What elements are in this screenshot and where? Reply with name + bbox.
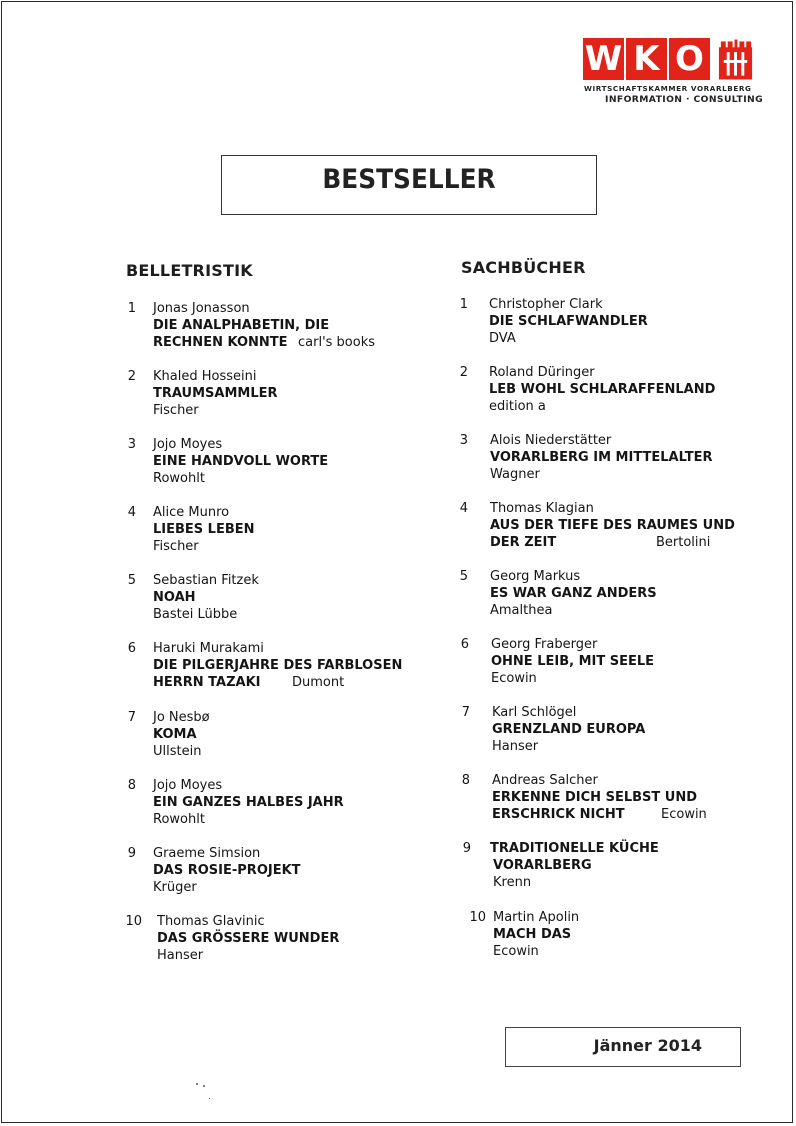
book-title: GRENZLAND EUROPA xyxy=(492,722,646,737)
book-title: RECHNEN KONNTE xyxy=(153,335,288,350)
publisher: Bertolini xyxy=(656,535,711,550)
publisher: Ullstein xyxy=(153,744,202,759)
publisher: Ecowin xyxy=(491,671,537,686)
author: Jo Nesbø xyxy=(153,710,210,725)
author: Graeme Simsion xyxy=(153,846,261,861)
date-box xyxy=(505,1027,741,1067)
rank-number: 7 xyxy=(127,710,136,725)
publisher: Ecowin xyxy=(493,944,539,959)
author: Thomas Klagian xyxy=(490,501,594,516)
publisher: Fischer xyxy=(153,539,199,554)
rank-number: 2 xyxy=(127,369,136,384)
book-title: TRAUMSAMMLER xyxy=(153,386,278,401)
logo-tagline-chamber: WIRTSCHAFTSKAMMER VORARLBERG xyxy=(584,84,752,93)
author: Martin Apolin xyxy=(493,910,580,925)
book-title: LIEBES LEBEN xyxy=(153,522,255,537)
rank-number: 3 xyxy=(127,437,136,452)
book-title: ES WAR GANZ ANDERS xyxy=(490,586,657,601)
book-title: MACH DAS xyxy=(493,927,572,942)
author: Khaled Hosseini xyxy=(153,369,257,384)
book-title: EINE HANDVOLL WORTE xyxy=(153,454,329,469)
rank-number: 4 xyxy=(459,501,468,516)
book-title: DAS GRÖSSERE WUNDER xyxy=(157,931,340,946)
publisher: Amalthea xyxy=(490,603,553,618)
heading-sachbuecher: SACHBÜCHER xyxy=(461,258,586,277)
logo-letter-o: O xyxy=(669,38,710,80)
author: Georg Markus xyxy=(490,569,581,584)
author: Thomas Glavinic xyxy=(157,914,265,929)
scan-speck xyxy=(209,1098,210,1099)
book-title: EIN GANZES HALBES JAHR xyxy=(153,795,344,810)
publisher: Krüger xyxy=(153,880,197,895)
publisher: Dumont xyxy=(292,675,345,690)
author: Georg Fraberger xyxy=(491,637,598,652)
coat-of-arms-icon xyxy=(716,38,755,80)
publisher: carl's books xyxy=(298,335,376,350)
book-title: DIE SCHLAFWANDLER xyxy=(489,314,648,329)
logo-letter-w: W xyxy=(584,39,623,79)
issue-date: Jänner 2014 xyxy=(593,1036,702,1055)
publisher: DVA xyxy=(489,331,516,346)
book-title: ERKENNE DICH SELBST UND xyxy=(492,790,698,805)
rank-number: 6 xyxy=(127,641,136,656)
title-box xyxy=(221,155,597,215)
author: Jojo Moyes xyxy=(153,437,223,452)
author: Christopher Clark xyxy=(489,297,603,312)
book-title: NOAH xyxy=(153,590,196,605)
author: Alois Niederstätter xyxy=(490,433,612,448)
book-title: DAS ROSIE-PROJEKT xyxy=(153,863,301,878)
rank-number: 10 xyxy=(125,914,142,929)
author: Andreas Salcher xyxy=(492,773,598,788)
book-title: AUS DER TIEFE DES RAUMES UND xyxy=(490,518,735,533)
book-title: VORARLBERG xyxy=(493,858,592,873)
rank-number: 6 xyxy=(460,637,469,652)
author: Jojo Moyes xyxy=(153,778,223,793)
rank-number: 4 xyxy=(127,505,136,520)
publisher: Hanser xyxy=(157,948,204,963)
rank-number: 3 xyxy=(459,433,468,448)
book-title: OHNE LEIB, MIT SEELE xyxy=(491,654,655,669)
rank-number: 8 xyxy=(127,778,136,793)
publisher: Ecowin xyxy=(661,807,707,822)
scan-speck xyxy=(203,1085,205,1087)
rank-number: 9 xyxy=(127,846,136,861)
publisher: Wagner xyxy=(490,467,540,482)
publisher: Rowohlt xyxy=(153,812,205,827)
author: Jonas Jonasson xyxy=(153,301,250,316)
scan-speck xyxy=(196,1083,198,1085)
rank-number: 7 xyxy=(461,705,470,720)
book-title: KOMA xyxy=(153,727,197,742)
publisher: Hanser xyxy=(492,739,539,754)
book-title: LEB WOHL SCHLARAFFENLAND xyxy=(489,382,716,397)
author: Karl Schlögel xyxy=(492,705,577,720)
rank-number: 2 xyxy=(459,365,468,380)
book-title: DER ZEIT xyxy=(490,535,557,550)
author: Alice Munro xyxy=(153,505,230,520)
book-title: VORARLBERG IM MITTELALTER xyxy=(490,450,713,465)
rank-number: 10 xyxy=(469,910,486,925)
page-title: BESTSELLER xyxy=(322,164,496,195)
logo-letter-k: K xyxy=(626,38,667,80)
publisher: Rowohlt xyxy=(153,471,205,486)
rank-number: 8 xyxy=(461,773,470,788)
author: Haruki Murakami xyxy=(153,641,264,656)
wko-logo xyxy=(583,38,764,105)
publisher: Bastei Lübbe xyxy=(153,607,238,622)
book-title: TRADITIONELLE KÜCHE xyxy=(490,841,659,856)
rank-number: 1 xyxy=(459,297,468,312)
book-title: DIE ANALPHABETIN, DIE xyxy=(153,318,330,333)
author: Sebastian Fitzek xyxy=(153,573,259,588)
rank-number: 1 xyxy=(127,301,136,316)
rank-number: 5 xyxy=(459,569,468,584)
book-title: ERSCHRICK NICHT xyxy=(492,807,625,822)
publisher: Fischer xyxy=(153,403,199,418)
heading-belletristik: BELLETRISTIK xyxy=(126,261,253,280)
author: Roland Düringer xyxy=(489,365,595,380)
book-title: HERRN TAZAKI xyxy=(153,675,261,690)
rank-number: 5 xyxy=(127,573,136,588)
rank-number: 9 xyxy=(462,841,471,856)
book-title: DIE PILGERJAHRE DES FARBLOSEN xyxy=(153,658,403,673)
publisher: edition a xyxy=(489,399,546,414)
logo-tagline-service: INFORMATION · CONSULTING xyxy=(605,94,764,105)
publisher: Krenn xyxy=(493,875,532,890)
